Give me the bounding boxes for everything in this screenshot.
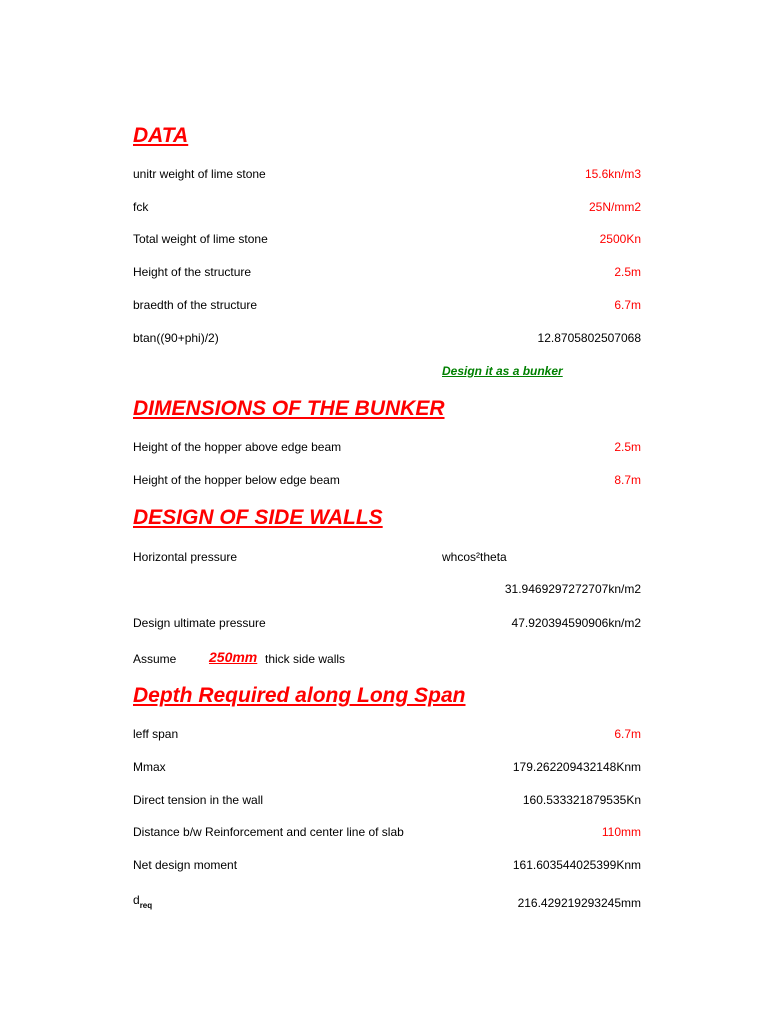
label-net-design-moment: Net design moment xyxy=(133,858,238,872)
label-leff-span: leff span xyxy=(133,727,179,741)
value-hopper-below: 8.7m xyxy=(614,473,641,487)
label-dreq xyxy=(133,893,152,913)
label-thick-side-walls: thick side walls xyxy=(265,652,346,666)
dreq-subscript: req xyxy=(139,901,153,910)
label-hopper-below: Height of the hopper below edge beam xyxy=(133,473,340,487)
label-mmax: Mmax xyxy=(133,760,166,774)
heading-dimensions: DIMENSIONS OF THE BUNKER xyxy=(133,397,445,420)
label-hopper-above: Height of the hopper above edge beam xyxy=(133,440,342,454)
label-structure-breadth: braedth of the structure xyxy=(133,298,258,312)
value-wall-thickness: 250mm xyxy=(209,649,258,665)
heading-data: DATA xyxy=(133,124,189,147)
label-design-ultimate-pressure: Design ultimate pressure xyxy=(133,616,266,630)
value-mmax: 179.262209432148Knm xyxy=(512,760,641,774)
value-leff-span: 6.7m xyxy=(614,727,641,741)
label-reinforcement-distance: Distance b/w Reinforcement and center line of slab xyxy=(133,825,404,839)
formula-horizontal-pressure: whcos²theta xyxy=(442,550,507,564)
label-direct-tension: Direct tension in the wall xyxy=(133,793,264,807)
label-horizontal-pressure: Horizontal pressure xyxy=(133,550,238,564)
label-assume: Assume xyxy=(133,652,177,666)
dreq-symbol: d xyxy=(133,893,140,907)
value-structure-height: 2.5m xyxy=(614,265,641,279)
heading-side-walls: DESIGN OF SIDE WALLS xyxy=(133,506,383,529)
value-structure-breadth: 6.7m xyxy=(614,298,641,312)
value-hopper-above: 2.5m xyxy=(614,440,641,454)
value-direct-tension: 160.533321879535Kn xyxy=(522,793,641,807)
value-design-ultimate-pressure: 47.920394590906kn/m2 xyxy=(511,616,641,630)
label-total-weight: Total weight of lime stone xyxy=(133,232,268,246)
label-unit-weight: unitr weight of lime stone xyxy=(133,167,266,181)
value-total-weight: 2500Kn xyxy=(599,232,641,246)
design-note: Design it as a bunker xyxy=(442,364,563,378)
value-horizontal-pressure: 31.9469297272707kn/m2 xyxy=(504,582,641,596)
heading-long-span: Depth Required along Long Span xyxy=(133,684,466,707)
label-fck: fck xyxy=(133,200,149,214)
value-unit-weight: 15.6kn/m3 xyxy=(584,167,641,181)
value-dreq: 216.429219293245mm xyxy=(517,896,641,910)
value-btan: 12.8705802507068 xyxy=(537,331,641,345)
value-fck: 25N/mm2 xyxy=(588,200,641,214)
label-structure-height: Height of the structure xyxy=(133,265,252,279)
value-reinforcement-distance: 110mm xyxy=(601,825,641,839)
value-net-design-moment: 161.603544025399Knm xyxy=(512,858,641,872)
label-btan: btan((90+phi)/2) xyxy=(133,331,219,345)
